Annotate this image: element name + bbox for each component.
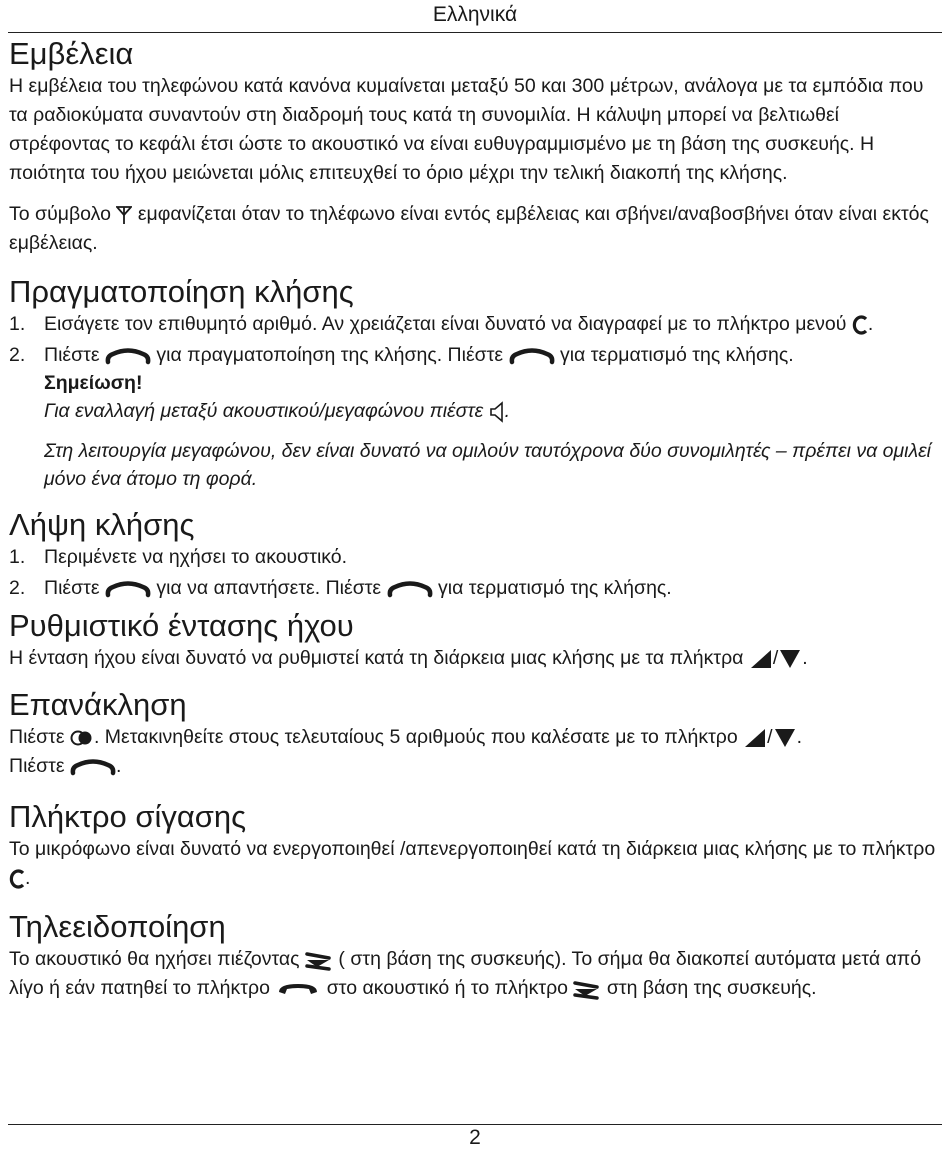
end-call-key-icon xyxy=(275,978,321,1000)
scroll-down-icon xyxy=(773,727,797,749)
paging-paragraph: Το ακουστικό θα ηχήσει πιέζοντας ( στη βάση της συσκευής). Το σήμα θα διακοπεί αυτόματα μετά από λίγο ή εάν πατηθεί το πλήκτρο στο ακουστικό ή το πλήκτρο στη βάση της συσκευής. xyxy=(9,948,922,999)
make-call-step-1: 1. Εισάγετε τον επιθυμητό αριθμό. Αν χρειάζεται είναι δυνατό να διαγραφεί με το πλήκτρο μενού . xyxy=(9,313,874,335)
redial-paragraph-1: Πιέστε . Μετακινηθείτε στους τελευταίους 5 αριθμούς που καλέσατε με το πλήκτρο / . xyxy=(9,726,803,748)
redial-paragraph-2: Πιέστε . xyxy=(9,755,122,777)
page-key-icon xyxy=(573,978,601,1000)
section-title-paging: Τηλεειδοποίηση xyxy=(9,909,226,944)
call-key-icon xyxy=(105,345,151,367)
section-mute xyxy=(9,799,937,893)
section-title-make-call: Πραγματοποίηση κλήσης xyxy=(9,274,354,309)
section-title-receive-call: Λήψη κλήσης xyxy=(9,507,195,542)
section-range xyxy=(9,36,937,258)
bottom-divider xyxy=(8,1124,942,1125)
c-key-icon xyxy=(852,314,868,336)
volume-down-icon xyxy=(778,648,802,670)
page-key-icon xyxy=(305,949,333,971)
section-title-range: Εμβέλεια xyxy=(9,36,134,71)
make-call-step-2: 2. Πιέστε για πραγματοποίηση της κλήσης. Πιέστε για τερματισμό της κλήσης. Σημείωση! Για εναλλαγή μεταξύ ακουστικού/μεγαφώνου πιέστε . Στη λειτουργία μεγαφώνου, δεν είναι δυνατό να ομιλούν ταυτόχρονα δύο συνομιλητές – πρέπει να ομιλεί μόνο ένα άτομο τη φορά. xyxy=(9,341,937,493)
scroll-up-icon xyxy=(743,727,767,749)
section-volume xyxy=(9,608,937,673)
answer-key-icon xyxy=(105,578,151,600)
end-call-key-icon xyxy=(387,578,433,600)
receive-call-step-1: 1. Περιμένετε να ηχήσει το ακουστικό. xyxy=(9,546,348,568)
note-title: Σημείωση! xyxy=(44,372,143,394)
range-paragraph-2: Το σύμβολο εμφανίζεται όταν το τηλέφωνο είναι εντός εμβέλειας και σβήνει/αναβοσβήνει όταν είναι εκτός εμβέλειας. xyxy=(9,203,929,254)
note-speaker-toggle: Για εναλλαγή μεταξύ ακουστικού/μεγαφώνου πιέστε . xyxy=(44,400,511,422)
volume-up-icon xyxy=(749,648,773,670)
call-key-icon xyxy=(70,756,116,778)
range-paragraph-1: Η εμβέλεια του τηλεφώνου κατά κανόνα κυμαίνεται μεταξύ 50 και 300 μέτρων, ανάλογα με τα εμπόδια που τα ραδιοκύματα συναντούν στη διαδρομή τους κατά τη συνομιλία. Η κάλυψη μπορεί να βελτιωθεί στρέφοντας το κεφάλι έτσι ώστε το ακουστικό να είναι ευθυγραμμισμένο με τη βάση της συσκευής. Η ποιότητα του ήχου μειώνεται μόλις επιτευχθεί το όριο μέχρι την τελική διακοπή της κλήσης. xyxy=(9,75,924,184)
section-title-volume: Ρυθμιστικό έντασης ήχου xyxy=(9,608,354,643)
speaker-icon xyxy=(489,401,505,423)
antenna-icon xyxy=(116,205,132,225)
section-receive-call xyxy=(9,507,937,602)
section-paging xyxy=(9,909,937,1003)
receive-call-step-2: 2. Πιέστε για να απαντήσετε. Πιέστε για τερματισμό της κλήσης. xyxy=(9,577,672,599)
redial-key-icon xyxy=(70,728,94,748)
top-divider xyxy=(8,32,942,33)
header-language: Ελληνικά xyxy=(432,3,518,26)
page-content xyxy=(9,36,937,1003)
section-title-redial: Επανάκληση xyxy=(9,687,187,722)
volume-paragraph: Η ένταση ήχου είναι δυνατό να ρυθμιστεί κατά τη διάρκεια μιας κλήσης με τα πλήκτρα / . xyxy=(9,647,808,669)
page-number: 2 xyxy=(469,1126,481,1149)
c-key-icon xyxy=(9,868,25,890)
end-call-key-icon xyxy=(509,345,555,367)
mute-paragraph: Το μικρόφωνο είναι δυνατό να ενεργοποιηθεί /απενεργοποιηθεί κατά τη διάρκεια μιας κλήσης με το πλήκτρο . xyxy=(9,838,936,889)
section-title-mute: Πλήκτρο σίγασης xyxy=(9,799,247,834)
section-redial xyxy=(9,687,937,781)
note-speakerphone: Στη λειτουργία μεγαφώνου, δεν είναι δυνατό να ομιλούν ταυτόχρονα δύο συνομιλητές – πρέπει να ομιλεί μόνο ένα άτομο τη φορά. xyxy=(44,440,931,490)
section-make-call xyxy=(9,274,937,493)
